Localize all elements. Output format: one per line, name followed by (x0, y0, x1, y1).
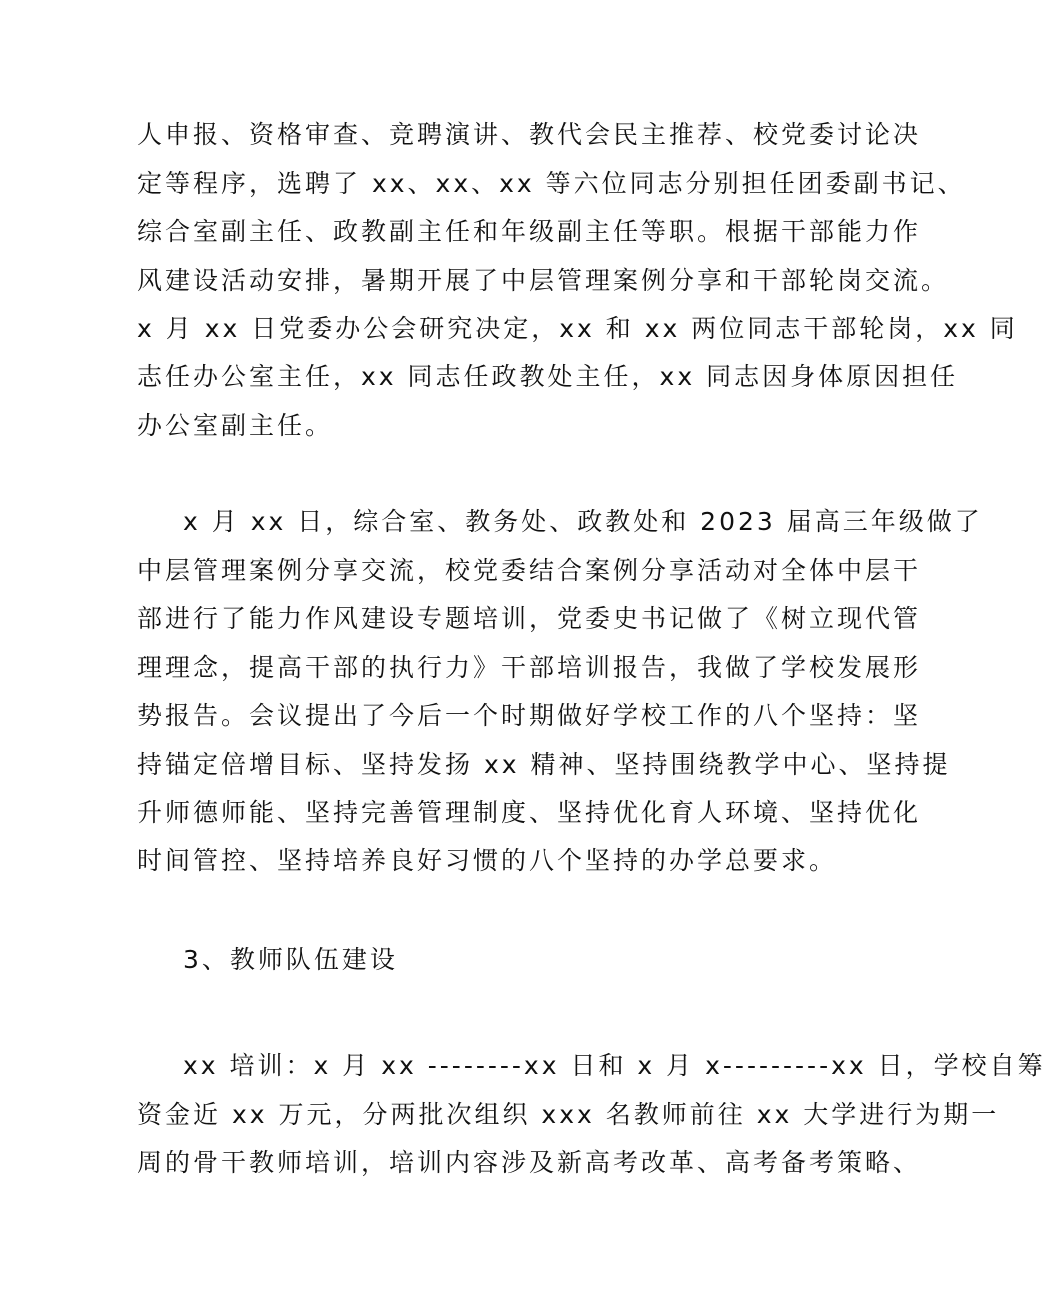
text-line: 部进行了能力作风建设专题培训，党委史书记做了《树立现代管 (137, 604, 922, 633)
text-line: 志任办公室主任，xx 同志任政教处主任，xx 同志因身体原因担任 (137, 362, 959, 391)
text-line: 办公室副主任。 (137, 411, 334, 440)
text-line: 理理念，提高干部的执行力》干部培训报告，我做了学校发展形 (137, 653, 922, 682)
text-line: 资金近 xx 万元，分两批次组织 xxx 名教师前往 xx 大学进行为期一 (137, 1100, 1000, 1129)
section-heading: 3、教师队伍建设 (183, 945, 398, 974)
text-line: 周的骨干教师培训，培训内容涉及新高考改革、高考备考策略、 (137, 1148, 922, 1177)
text-line: 势报告。会议提出了今后一个时期做好学校工作的八个坚持：坚 (137, 701, 922, 730)
text-line: 定等程序，选聘了 xx、xx、xx 等六位同志分别担任团委副书记、 (137, 169, 966, 198)
text-line: 升师德师能、坚持完善管理制度、坚持优化育人环境、坚持优化 (137, 798, 922, 827)
text-line: 综合室副主任、政教副主任和年级副主任等职。根据干部能力作 (137, 217, 922, 246)
text-line: 持锚定倍增目标、坚持发扬 xx 精神、坚持围绕教学中心、坚持提 (137, 750, 951, 779)
text-line: 中层管理案例分享交流，校党委结合案例分享活动对全体中层干 (137, 556, 922, 585)
text-line: 人申报、资格审查、竞聘演讲、教代会民主推荐、校党委讨论决 (137, 120, 922, 149)
text-line: xx 培训：x 月 xx --------xx 日和 x 月 x---------xx 日，学校自筹 (183, 1051, 1046, 1080)
text-line: x 月 xx 日，综合室、教务处、政教处和 2023 届高三年级做了 (183, 507, 983, 536)
text-line: 风建设活动安排，暑期开展了中层管理案例分享和干部轮岗交流。 (137, 266, 950, 295)
text-line: 时间管控、坚持培养良好习惯的八个坚持的办学总要求。 (137, 846, 838, 875)
text-line: x 月 xx 日党委办公会研究决定，xx 和 xx 两位同志干部轮岗，xx 同 (137, 314, 1018, 343)
